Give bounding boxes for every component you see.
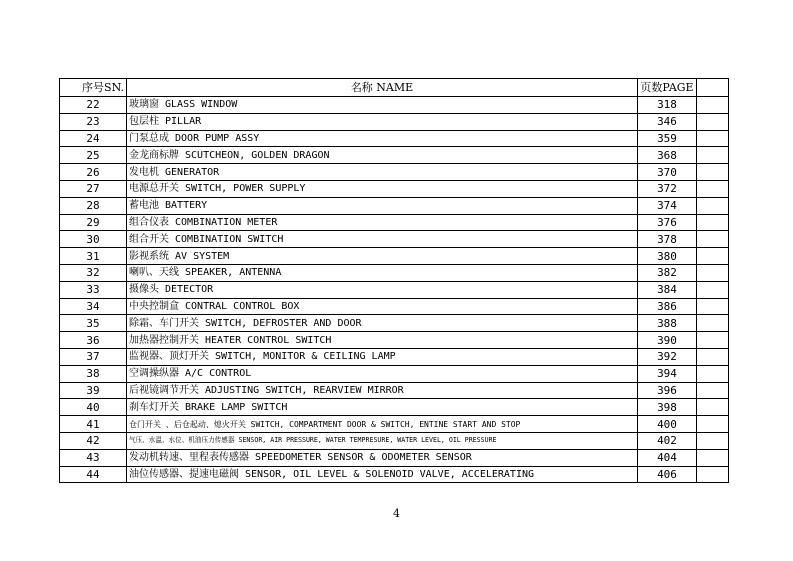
- row-blank-cell: [697, 365, 729, 382]
- row-blank-cell: [697, 97, 729, 114]
- table-row: [60, 197, 729, 214]
- row-sn: 38: [60, 365, 127, 382]
- row-name: 空调操纵器 A/C CONTROL: [127, 365, 638, 382]
- row-blank-cell: [697, 382, 729, 399]
- row-name: 喇叭、天线 SPEAKER, ANTENNA: [127, 264, 638, 281]
- row-sn: 33: [60, 281, 127, 298]
- table-row: [60, 315, 729, 332]
- row-sn: 42: [60, 432, 127, 449]
- table-row: [60, 231, 729, 248]
- row-sn: 24: [60, 130, 127, 147]
- row-sn: 22: [60, 97, 127, 114]
- table-row: [60, 214, 729, 231]
- row-name: 后视镜调节开关 ADJUSTING SWITCH, REARVIEW MIRROR: [127, 382, 638, 399]
- table-row: [60, 466, 729, 483]
- row-name: 油位传感器、提速电磁阀 SENSOR, OIL LEVEL & SOLENOID VALVE, ACCELERATING: [127, 466, 638, 483]
- row-page: 388: [638, 315, 697, 332]
- row-name: 摄像头 DETECTOR: [127, 281, 638, 298]
- row-name: 门泵总成 DOOR PUMP ASSY: [127, 130, 638, 147]
- row-sn: 31: [60, 248, 127, 265]
- row-name: 中央控制盒 CONTRAL CONTROL BOX: [127, 298, 638, 315]
- table-row: [60, 365, 729, 382]
- table-row: [60, 348, 729, 365]
- row-name: 影视系统 AV SYSTEM: [127, 248, 638, 265]
- row-blank-cell: [697, 449, 729, 466]
- header-blank-cell: [697, 79, 729, 97]
- row-blank-cell: [697, 214, 729, 231]
- row-name: 组合开关 COMBINATION SWITCH: [127, 231, 638, 248]
- table-row: [60, 432, 729, 449]
- row-blank-cell: [697, 164, 729, 181]
- header-page: 页数PAGE: [638, 79, 697, 97]
- row-page: 318: [638, 97, 697, 114]
- table-row: [60, 281, 729, 298]
- table-row: [60, 449, 729, 466]
- table-body: [60, 97, 729, 483]
- row-page: 378: [638, 231, 697, 248]
- row-name: 玻璃窗 GLASS WINDOW: [127, 97, 638, 114]
- table-row: [60, 298, 729, 315]
- row-sn: 44: [60, 466, 127, 483]
- row-name: 刹车灯开关 BRAKE LAMP SWITCH: [127, 399, 638, 416]
- row-sn: 23: [60, 113, 127, 130]
- table-row: [60, 97, 729, 114]
- row-sn: 40: [60, 399, 127, 416]
- row-name: 除霜、车门开关 SWITCH, DEFROSTER AND DOOR: [127, 315, 638, 332]
- row-sn: 30: [60, 231, 127, 248]
- row-page: 372: [638, 180, 697, 197]
- row-blank-cell: [697, 248, 729, 265]
- row-page: 384: [638, 281, 697, 298]
- row-page: 359: [638, 130, 697, 147]
- row-blank-cell: [697, 147, 729, 164]
- table-row: [60, 248, 729, 265]
- row-blank-cell: [697, 416, 729, 433]
- row-sn: 29: [60, 214, 127, 231]
- row-sn: 25: [60, 147, 127, 164]
- row-name: 组合仪表 COMBINATION METER: [127, 214, 638, 231]
- row-name: 蓄电池 BATTERY: [127, 197, 638, 214]
- page-number: 4: [393, 507, 400, 520]
- row-blank-cell: [697, 298, 729, 315]
- row-page: 368: [638, 147, 697, 164]
- row-blank-cell: [697, 113, 729, 130]
- row-blank-cell: [697, 281, 729, 298]
- row-name: 加热器控制开关 HEATER CONTROL SWITCH: [127, 332, 638, 349]
- row-page: 370: [638, 164, 697, 181]
- row-page: 396: [638, 382, 697, 399]
- row-page: 392: [638, 348, 697, 365]
- row-blank-cell: [697, 197, 729, 214]
- row-blank-cell: [697, 180, 729, 197]
- row-sn: 34: [60, 298, 127, 315]
- row-name: 发电机 GENERATOR: [127, 164, 638, 181]
- table-row: [60, 130, 729, 147]
- row-name: 监视器、顶灯开关 SWITCH, MONITOR & CEILING LAMP: [127, 348, 638, 365]
- row-name: 发动机转速、里程表传感器 SPEEDOMETER SENSOR & ODOMETER SENSOR: [127, 449, 638, 466]
- table-row: [60, 382, 729, 399]
- row-page: 404: [638, 449, 697, 466]
- row-name: 气压、水温、水位、机油压力传感器 SENSOR, AIR PRESSURE, WATER TEMPRESURE, WATER LEVEL, OIL PRESSURE: [127, 432, 638, 449]
- table-row: [60, 113, 729, 130]
- header-name: 名称 NAME: [127, 79, 638, 97]
- row-page: 374: [638, 197, 697, 214]
- row-sn: 28: [60, 197, 127, 214]
- row-blank-cell: [697, 348, 729, 365]
- row-sn: 27: [60, 180, 127, 197]
- row-name: 包层柱 PILLAR: [127, 113, 638, 130]
- row-blank-cell: [697, 231, 729, 248]
- row-sn: 43: [60, 449, 127, 466]
- header-sn: 序号SN.: [60, 79, 127, 97]
- row-sn: 39: [60, 382, 127, 399]
- row-sn: 37: [60, 348, 127, 365]
- table-row: [60, 416, 729, 433]
- row-name: 金龙商标牌 SCUTCHEON, GOLDEN DRAGON: [127, 147, 638, 164]
- row-page: 402: [638, 432, 697, 449]
- row-page: 398: [638, 399, 697, 416]
- row-sn: 32: [60, 264, 127, 281]
- table-row: [60, 164, 729, 181]
- row-name: 仓门开关 、后仓起动、熄火开关 SWITCH, COMPARTMENT DOOR & SWITCH, ENTINE START AND STOP: [127, 416, 638, 433]
- table-row: [60, 180, 729, 197]
- row-page: 376: [638, 214, 697, 231]
- row-blank-cell: [697, 332, 729, 349]
- row-page: 406: [638, 466, 697, 483]
- row-sn: 41: [60, 416, 127, 433]
- row-page: 394: [638, 365, 697, 382]
- row-blank-cell: [697, 315, 729, 332]
- table-row: [60, 332, 729, 349]
- row-blank-cell: [697, 466, 729, 483]
- row-sn: 26: [60, 164, 127, 181]
- row-page: 390: [638, 332, 697, 349]
- table-row: [60, 147, 729, 164]
- table-header-row: [60, 79, 729, 97]
- row-blank-cell: [697, 399, 729, 416]
- row-page: 400: [638, 416, 697, 433]
- row-page: 386: [638, 298, 697, 315]
- row-name: 电源总开关 SWITCH, POWER SUPPLY: [127, 180, 638, 197]
- row-blank-cell: [697, 432, 729, 449]
- contents-table: [59, 78, 729, 483]
- row-sn: 36: [60, 332, 127, 349]
- row-page: 380: [638, 248, 697, 265]
- row-page: 346: [638, 113, 697, 130]
- row-blank-cell: [697, 130, 729, 147]
- row-sn: 35: [60, 315, 127, 332]
- table-row: [60, 264, 729, 281]
- table-row: [60, 399, 729, 416]
- row-page: 382: [638, 264, 697, 281]
- row-blank-cell: [697, 264, 729, 281]
